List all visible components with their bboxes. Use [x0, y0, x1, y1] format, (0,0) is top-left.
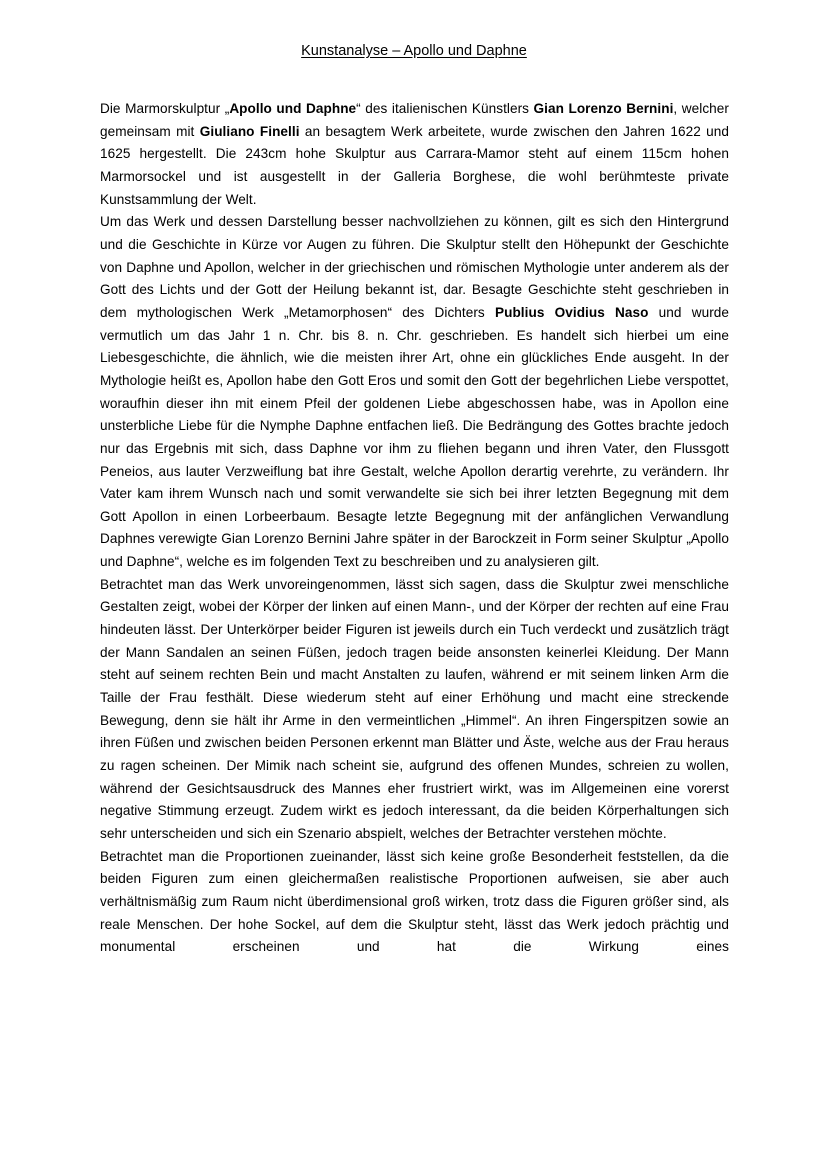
artist-name: Gian Lorenzo Bernini: [533, 101, 674, 116]
paragraph-intro: [100, 98, 729, 211]
poet-name: Publius Ovidius Naso: [494, 304, 649, 320]
paragraph-background: [100, 211, 729, 574]
text-segment: , welcher gemeinsam mit: [100, 101, 729, 139]
artwork-title: Apollo und Daphne: [229, 101, 357, 116]
text-segment: Betrachtet man das Werk unvoreingenommen, lässt sich sagen, dass die Skulptur zwei menschliche Gestalten zeigt, wobei der Körper der linken auf einen Mann-, und der Körper der rechten auf eine Frau hindeuten lässt. Der Unterkörper beider Figuren ist jeweils durch ein Tuch verdeckt und zusätzlich trägt der Mann Sandalen an seinen Füßen, jedoch tragen beide ansonsten keinerlei Kleidung. Der Mann steht auf seinem rechten Bein und macht Anstalten zu laufen, während er mit seinem linken Arm die Taille der Frau festhält. Diese wiederum steht auf einer Erhöhung und macht eine streckende Bewegung, denn sie hält ihr Arme in den vermeintlichen „Himmel“. An ihren Fingerspitzen sowie an ihren Füßen und zwischen beiden Personen erkennt man Blätter und Äste, welche aus der Frau heraus zu ragen scheinen. Der Mimik nach scheint sie, aufgrund des offenen Mundes, schreien zu wollen, während der Gesichtsausdruck des Mannes eher frustriert wirkt, was im Allgemeinen eine vorerst negative Stimmung erzeugt. Zudem wirkt es jedoch interessant, da die beiden Körperhaltungen sich sehr unterscheiden und sich ein Szenario abspielt, welches der Betrachter verstehen möchte.: [100, 576, 729, 841]
text-segment: Betrachtet man die Proportionen zueinander, lässt sich keine große Besonderheit feststellen, da die beiden Figuren zum einen gleichermaßen realistische Proportionen aufweisen, sie aber auch verhältnismäßig zum Raum nicht überdimensional groß wirken, trotz dass die Figuren größer sind, als reale Menschen. Der hohe Sockel, auf dem die Skulptur steht, lässt das Werk jedoch prächtig und monumental erscheinen und hat die Wirkung eines: [100, 848, 729, 955]
paragraph-description: [100, 574, 729, 846]
text-segment: Um das Werk und dessen Darstellung besser nachvollziehen zu können, gilt es sich den Hintergrund und die Geschichte in Kürze vor Augen zu führen. Die Skulptur stellt den Höhepunkt der Geschichte von Daphne und Apollon, welcher in der griechischen und römischen Mythologie unter anderem als der Gott des Lichts und der Gott der Heilung bekannt ist, dar. Besagte Geschichte steht geschrieben in dem mythologischen Werk „Metamorphosen“ des Dichters: [100, 214, 729, 320]
text-segment: “ des italienischen Künstlers: [356, 101, 534, 116]
text-segment: und wurde vermutlich um das Jahr 1 n. Chr. bis 8. n. Chr. geschrieben. Es handelt sich hierbei um eine Liebesgeschichte, die ähnlich, wie die meisten ihrer Art, ohne ein glückliches Ende ausgeht. In der Mythologie heißt es, Apollon habe den Gott Eros und somit den Gott der begehrlichen Liebe verspottet, woraufhin dieser ihn mit einem Pfeil der goldenen Liebe abgeschossen habe, was in Apollon eine unsterbliche Liebe für die Nymphe Daphne entfachen ließ. Die Bedrängung des Gottes brachte jedoch nur das Ergebnis mit sich, dass Daphne vor ihm zu fliehen begann und ihren Vater, den Flussgott Peneios, aus lauter Verzweiflung bat ihre Gestalt, welche Apollon derartig verehrte, zu verändern. Ihr Vater kam ihrem Wunsch nach und somit verwandelte sie sich bei ihrer letzten Begegnung mit dem Gott Apollon in einen Lorbeerbaum. Besagte letzte Begegnung mit der anfänglichen Verwandlung Daphnes verewigte Gian Lorenzo Bernini Jahre später in der Barockzeit in Form seiner Skulptur „Apollo und Daphne“, welche es im folgenden Text zu beschreiben und zu analysieren gilt.: [100, 304, 729, 570]
text-segment: an besagtem Werk arbeitete, wurde zwischen den Jahren 1622 und 1625 hergestellt. Die 243cm hohe Skulptur aus Carrara-Mamor steht auf einem 115cm hohen Marmorsockel und ist ausgestellt in der Galleria Borghese, die wohl berühmteste private Kunstsammlung der Welt.: [100, 123, 730, 207]
collaborator-name: Giuliano Finelli: [199, 123, 300, 139]
document-title: Kunstanalyse – Apollo und Daphne: [301, 43, 527, 59]
text-segment: Die Marmorskulptur „: [100, 101, 230, 116]
paragraph-proportions: [100, 846, 729, 959]
document-body: [100, 98, 729, 959]
